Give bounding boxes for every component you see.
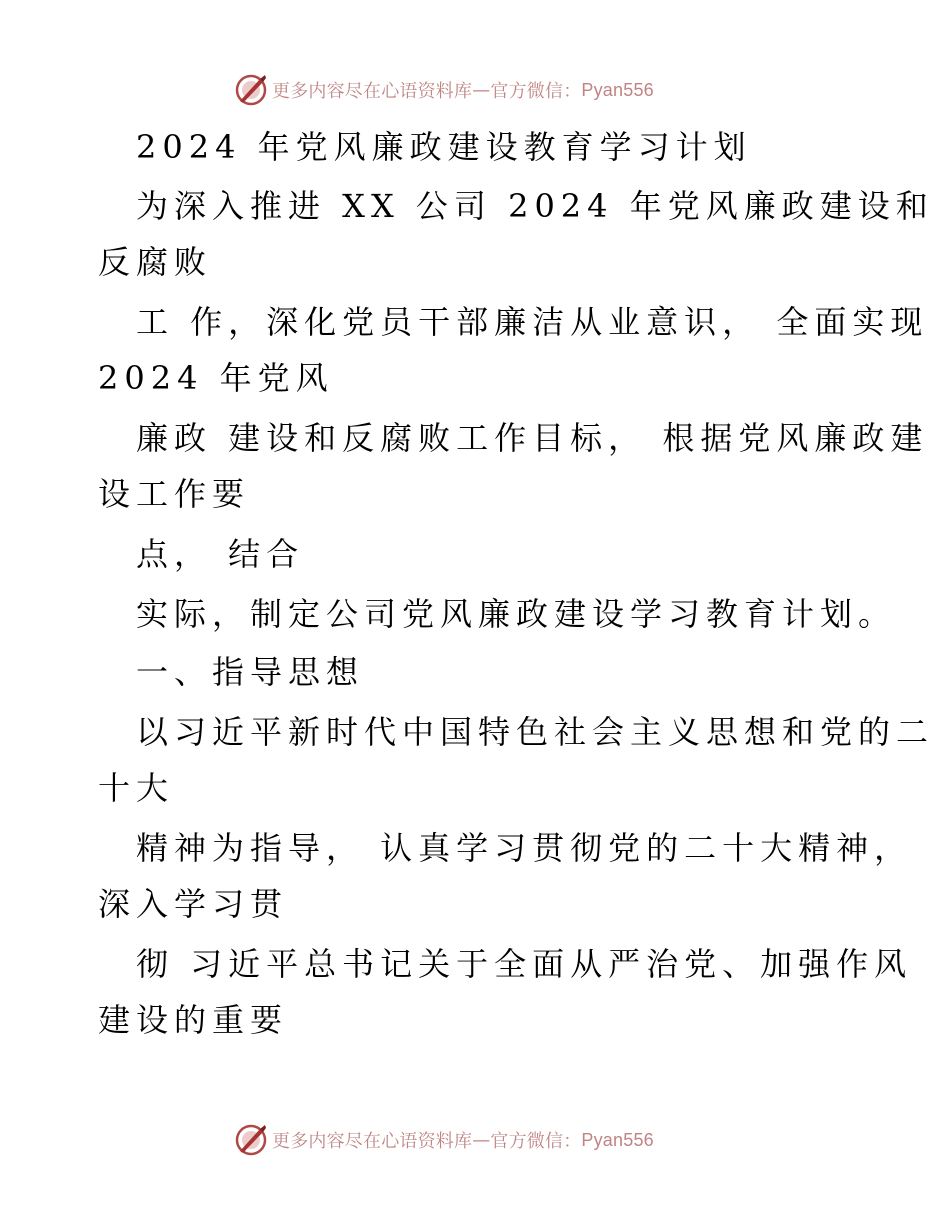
paragraph-line: 反腐败: [98, 243, 213, 281]
paragraph-line: 十大: [98, 769, 175, 807]
watermark-main-text: 更多内容尽在心语资料库: [272, 1131, 473, 1152]
paragraph-line: 实际，制定公司党风廉政建设学习教育计划。: [136, 595, 897, 633]
paragraph-line: 点， 结合: [136, 535, 305, 573]
paragraph-line: 精神为指导， 认真学习贯彻党的二十大精神，: [136, 829, 913, 867]
watermark-dash: —: [472, 79, 491, 101]
footer-watermark: [234, 1122, 654, 1158]
paragraph-line: 建设的重要: [98, 1001, 289, 1039]
watermark-wechat-id: Pyan556: [581, 1129, 654, 1150]
paragraph-line: 设工作要: [98, 475, 251, 513]
pen-quill-seal-icon: [234, 1123, 268, 1157]
pen-quill-seal-icon: [234, 73, 268, 107]
paragraph-line: 深入学习贯: [98, 885, 289, 923]
section-heading: 一、指导思想: [136, 653, 365, 691]
watermark-wechat-id: Pyan556: [581, 79, 654, 100]
paragraph-line: 2024 年党风: [98, 359, 334, 397]
document-title: 2024 年党风廉政建设教育学习计划: [136, 128, 752, 166]
watermark-wechat-label: 官方微信：: [490, 81, 582, 102]
header-watermark: [234, 72, 654, 108]
paragraph-line: 廉政 建设和反腐败工作目标， 根据党风廉政建: [136, 419, 929, 457]
paragraph-line: 以习近平新时代中国特色社会主义思想和党的二: [136, 713, 935, 751]
paragraph-line: 彻 习近平总书记关于全面从严治党、加强作风: [136, 945, 913, 983]
watermark-main-text: 更多内容尽在心语资料库: [272, 81, 473, 102]
paragraph-line: 工 作，深化党员干部廉洁从业意识， 全面实现: [136, 303, 929, 341]
paragraph-line: 为深入推进 XX 公司 2024 年党风廉政建设和: [136, 187, 934, 225]
watermark-dash: —: [472, 1129, 491, 1151]
watermark-wechat-label: 官方微信：: [490, 1131, 582, 1152]
